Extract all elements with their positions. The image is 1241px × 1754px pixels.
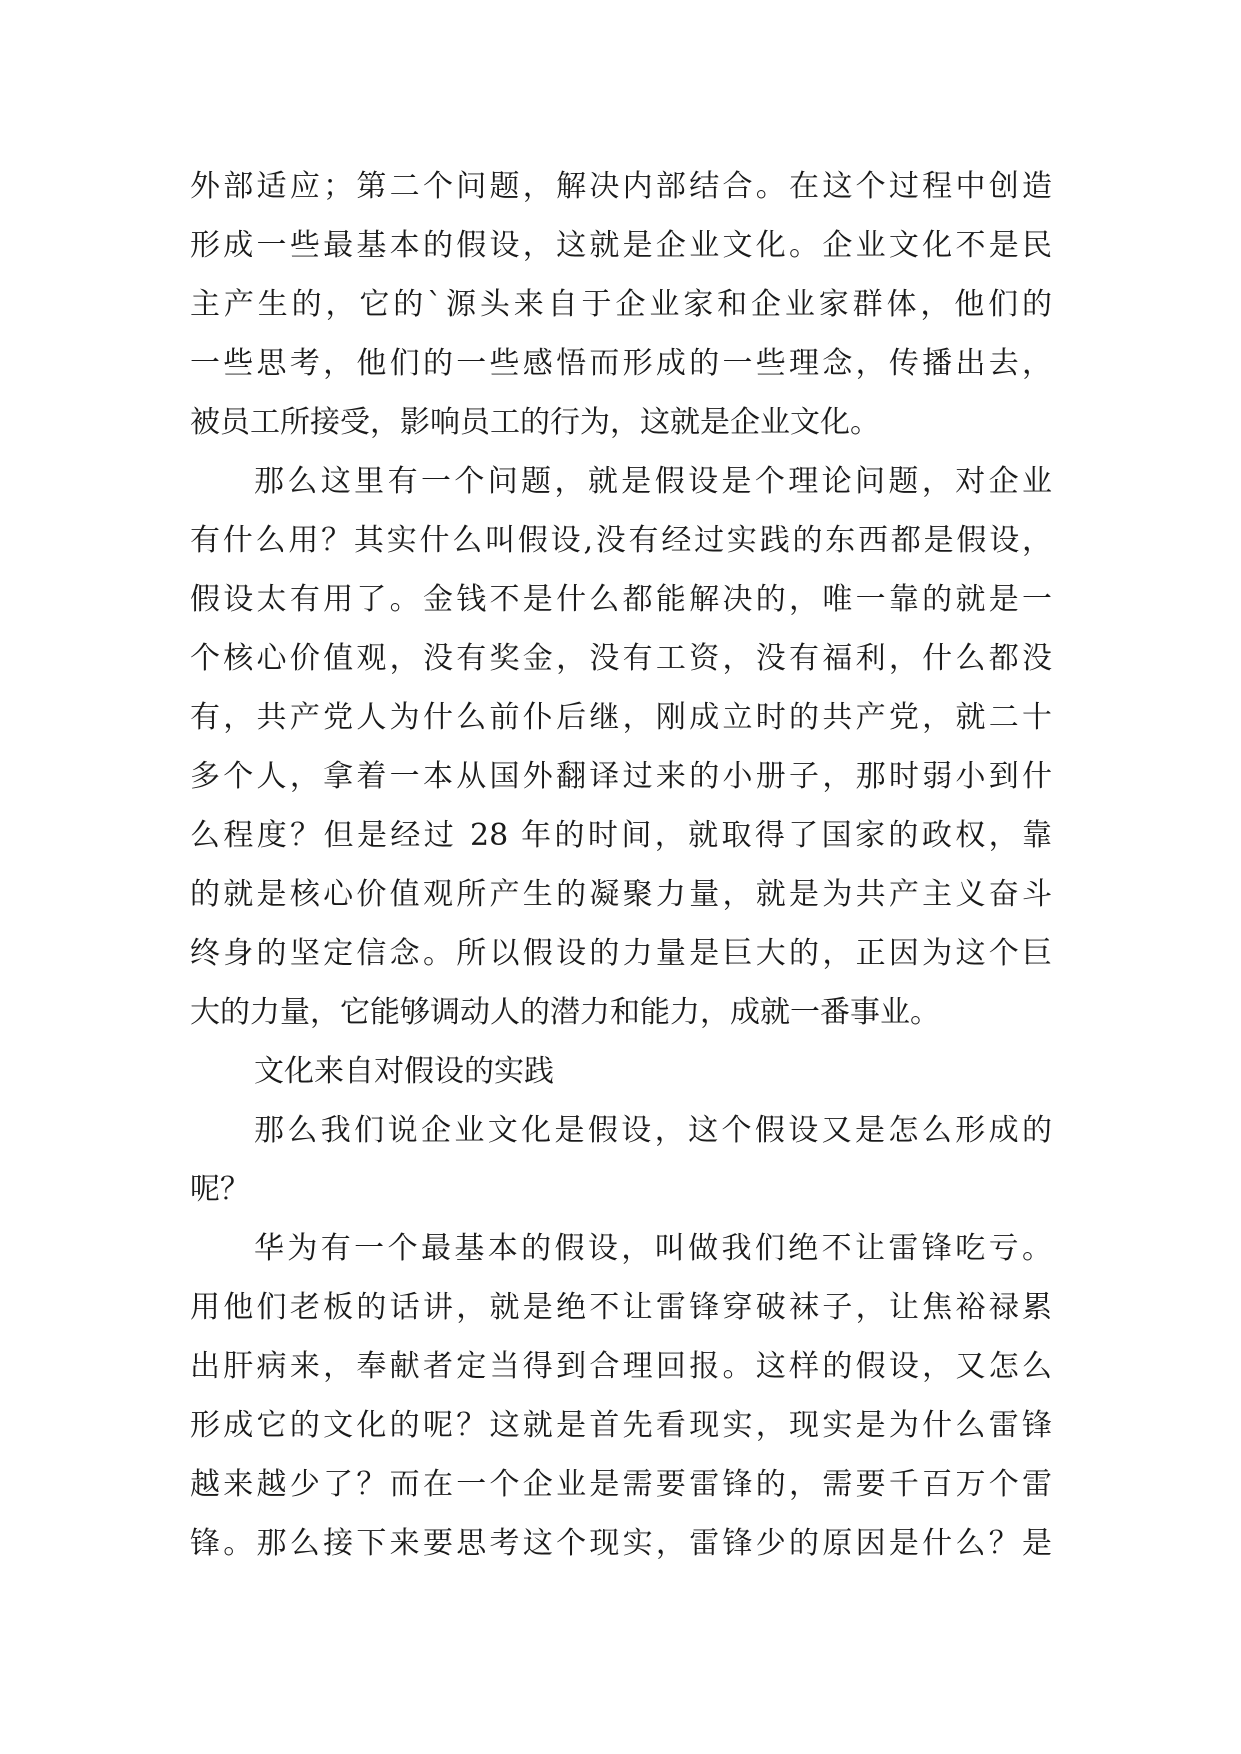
text-line: 么程度？但是经过 28 年的时间，就取得了国家的政权，靠	[190, 818, 1052, 853]
text-line: 多个人，拿着一本从国外翻译过来的小册子，那时弱小到什	[190, 759, 1052, 794]
text-line: 主产生的，它的`源头来自于企业家和企业家群体，他们的	[190, 287, 1052, 322]
text-line: 的就是核心价值观所产生的凝聚力量，就是为共产主义奋斗	[190, 877, 1052, 912]
text-line: 一些思考，他们的一些感悟而形成的一些理念，传播出去，	[190, 346, 1052, 381]
text-line: 外部适应；第二个问题，解决内部结合。在这个过程中创造	[190, 169, 1052, 204]
text-line: 被员工所接受，影响员工的行为，这就是企业文化。	[190, 405, 880, 440]
paragraph-first-line: 那么我们说企业文化是假设，这个假设又是怎么形成的	[254, 1113, 1052, 1148]
text-line: 形成一些最基本的假设，这就是企业文化。企业文化不是民	[190, 228, 1052, 263]
text-line: 越来越少了？而在一个企业是需要雷锋的，需要千百万个雷	[190, 1467, 1052, 1502]
section-heading: 文化来自对假设的实践	[254, 1054, 554, 1089]
paragraph-first-line: 那么这里有一个问题，就是假设是个理论问题，对企业	[254, 464, 1052, 499]
text-line: 出肝病来，奉献者定当得到合理回报。这样的假设，又怎么	[190, 1349, 1052, 1384]
text-line: 假设太有用了。金钱不是什么都能解决的，唯一靠的就是一	[190, 582, 1052, 617]
text-line: 终身的坚定信念。所以假设的力量是巨大的，正因为这个巨	[190, 936, 1052, 971]
text-line: 有什么用？其实什么叫假设,没有经过实践的东西都是假设，	[190, 523, 1052, 558]
text-line: 大的力量，它能够调动人的潜力和能力，成就一番事业。	[190, 995, 940, 1030]
text-line: 形成它的文化的呢？这就是首先看现实，现实是为什么雷锋	[190, 1408, 1052, 1443]
text-line: 有，共产党人为什么前仆后继，刚成立时的共产党，就二十	[190, 700, 1052, 735]
text-line: 锋。那么接下来要思考这个现实，雷锋少的原因是什么？是	[190, 1526, 1052, 1561]
text-line: 呢？	[190, 1172, 250, 1207]
text-line: 个核心价值观，没有奖金，没有工资，没有福利，什么都没	[190, 641, 1052, 676]
paragraph-first-line: 华为有一个最基本的假设，叫做我们绝不让雷锋吃亏。	[254, 1231, 1052, 1266]
text-line: 用他们老板的话讲，就是绝不让雷锋穿破袜子，让焦裕禄累	[190, 1290, 1052, 1325]
